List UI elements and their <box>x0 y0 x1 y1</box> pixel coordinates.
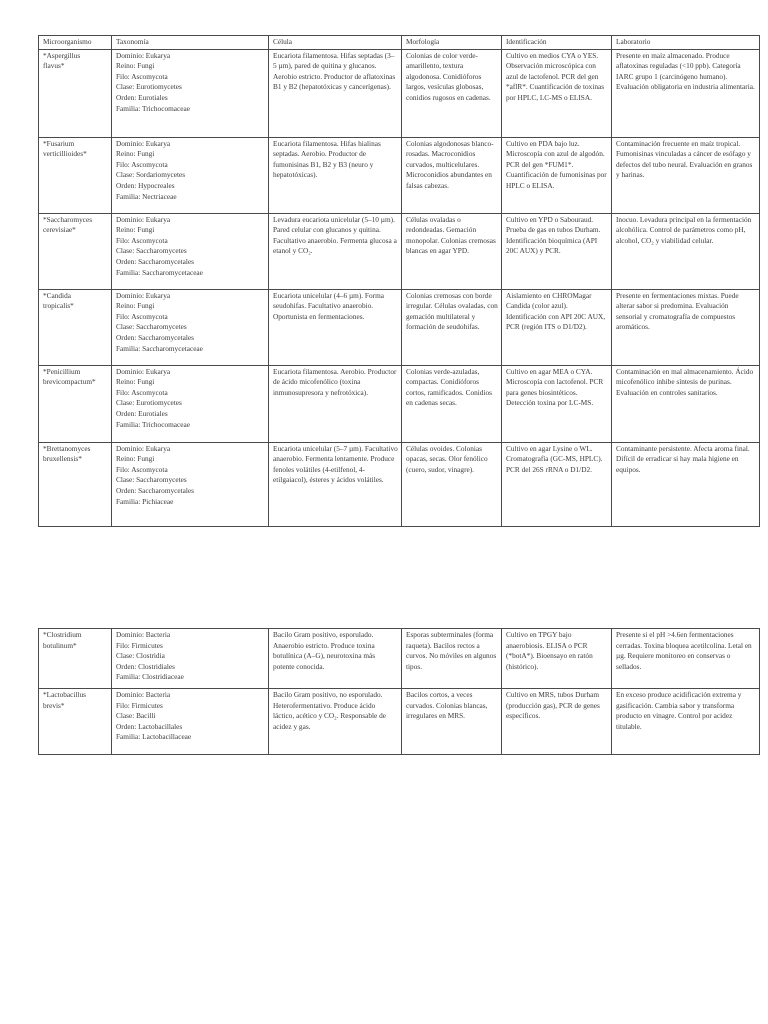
organism-cell <box>39 49 112 137</box>
laboratory-cell: Presente en fermentaciones mixtas. Puede alterar sabor si predomina. Evaluación sensorial y cromatografía de compuestos aromáticos. <box>612 289 760 365</box>
identification-cell: Cultivo en TPGY bajo anaerobiosis. ELISA o PCR (*botA*). Bioensayo en ratón (histórico). <box>502 629 612 689</box>
taxonomy-text: Dominio: Eukarya Reino: Fungi Filo: Ascomycota Clase: Eurotiomycetes Orden: Eurotiales Familia: Trichocomaceae <box>116 50 190 113</box>
organism-name: *Aspergillus flavus* <box>43 50 81 71</box>
organism-cell <box>39 289 112 365</box>
organism-cell <box>39 365 112 442</box>
table-row <box>39 213 760 289</box>
taxonomy-cell <box>112 689 269 755</box>
header-cell-identificacion: Identificación <box>502 36 612 50</box>
cell-description: Levadura eucariota unicelular (5–10 µm). Pared celular con glucanos y quitina. Facultativo anaerobio. Fermenta glucosa a etanol y CO₂. <box>269 213 402 289</box>
identification-cell: Cultivo en MRS, tubos Durham (producción gas), PCR de genes específicos. <box>502 689 612 755</box>
morphology-cell: Colonias de color verde-amarillento, textura algodonosa. Conidióforos largos, vesículas globosas, conidios rugosos en cadenas. <box>402 49 502 137</box>
header-row <box>39 36 760 50</box>
taxonomy-text: Dominio: Bacteria Filo: Firmicutes Clase: Clostridia Orden: Clostridiales Familia: Clostridiaceae <box>116 630 184 682</box>
header-cell-microorganismo: Microorganismo <box>39 36 112 50</box>
identification-cell: Aislamiento en CHROMagar Candida (color azul). Identificación con API 20C AUX, PCR (región ITS o D1/D2). <box>502 289 612 365</box>
organism-cell <box>39 442 112 526</box>
taxonomy-text: Dominio: Eukarya Reino: Fungi Filo: Ascomycota Clase: Sordariomycetes Orden: Hypocreales Familia: Nectriaceae <box>116 138 186 201</box>
taxonomy-text: Dominio: Bacteria Filo: Firmicutes Clase: Bacilli Orden: Lactobacillales Familia: Lactobacillaceae <box>116 690 192 742</box>
morphology-cell: Células ovaladas o redondeadas. Gemación monopolar. Colonias cremosas blancas en agar YPD. <box>402 213 502 289</box>
morphology-cell: Colonias cremosas con borde irregular. Células ovaladas, con gemación multilateral y formación de seudohifas. <box>402 289 502 365</box>
organism-name: *Candida tropicalis* <box>43 290 74 311</box>
organism-cell <box>39 213 112 289</box>
laboratory-cell: Contaminación frecuente en maíz tropical. Fumonisinas vinculadas a cáncer de esófago y defectos del tubo neural. Evaluación en granos y harinas. <box>612 137 760 213</box>
taxonomy-text: Dominio: Eukarya Reino: Fungi Filo: Ascomycota Clase: Saccharomycetes Orden: Saccharomycetales Familia: Pichiaceae <box>116 443 194 506</box>
table-row <box>39 137 760 213</box>
laboratory-cell: En exceso produce acidificación extrema y gasificación. Cambia sabor y transforma producto en vinagre. Control por acidez titulable. <box>612 689 760 755</box>
table-row <box>39 49 760 137</box>
table-row <box>39 365 760 442</box>
cell-description: Eucariota unicelular (5–7 µm). Facultativo anaerobio. Fermenta lentamente. Produce fenoles volátiles (4-etilfenol, 4-etilgaiacol), ésteres y ácidos volátiles. <box>269 442 402 526</box>
organism-name: *Lactobacillus brevis* <box>43 690 86 710</box>
taxonomy-cell <box>112 49 269 137</box>
taxonomy-cell <box>112 365 269 442</box>
cell-description: Eucariota filamentosa. Hifas hialinas septadas. Aerobio. Productor de fumonisinas B1, B2 y B3 (neuro y hepatotóxicas). <box>269 137 402 213</box>
laboratory-cell: Contaminante persistente. Afecta aroma final. Difícil de erradicar si hay mala higiene en equipos. <box>612 442 760 526</box>
table-row <box>39 289 760 365</box>
header-cell-laboratorio: Laboratorio <box>612 36 760 50</box>
taxonomy-cell <box>112 442 269 526</box>
organism-name: *Fusarium verticillioides* <box>43 138 87 159</box>
taxonomy-cell <box>112 289 269 365</box>
taxonomy-cell <box>112 213 269 289</box>
cell-description: Bacilo Gram positivo, no esporulado. Heterofermentativo. Produce ácido láctico, acético y CO₂. Responsable de acidez y gas. <box>269 689 402 755</box>
taxonomy-text: Dominio: Eukarya Reino: Fungi Filo: Ascomycota Clase: Saccharomycetes Orden: Saccharomycetales Familia: Saccharomycetaceae <box>116 290 203 353</box>
laboratory-cell: Inocuo. Levadura principal en la fermentación alcohólica. Control de parámetros como pH, alcohol, CO₂ y viabilidad celular. <box>612 213 760 289</box>
taxonomy-cell <box>112 629 269 689</box>
microorganism-table <box>38 35 760 527</box>
taxonomy-text: Dominio: Eukarya Reino: Fungi Filo: Ascomycota Clase: Saccharomycetes Orden: Saccharomycetales Familia: Saccharomycetaceae <box>116 214 203 277</box>
laboratory-cell: Contaminación en mal almacenamiento. Ácido micofenólico inhibe síntesis de purinas. Evaluación en controles sanitarios. <box>612 365 760 442</box>
cell-description: Eucariota unicelular (4–6 µm). Forma seudohifas. Facultativo anaerobio. Oportunista en fermentaciones. <box>269 289 402 365</box>
morphology-cell: Colonias verde-azuladas, compactas. Conidióforos cortos, ramificados. Conidios en cadenas secas. <box>402 365 502 442</box>
table-row <box>39 629 760 689</box>
organism-name: *Clostridium botulinum* <box>43 630 82 650</box>
morphology-cell: Bacilos cortos, a veces curvados. Colonias blancas, irregulares en MRS. <box>402 689 502 755</box>
organism-cell <box>39 629 112 689</box>
organism-cell <box>39 137 112 213</box>
header-cell-taxonomia: Taxonomía <box>112 36 269 50</box>
cell-description: Bacilo Gram positivo, esporulado. Anaerobio estricto. Produce toxina botulínica (A–G), neurotoxina más potente conocida. <box>269 629 402 689</box>
laboratory-cell: Presente en maíz almacenado. Produce aflatoxinas reguladas (<10 ppb). Categoría IARC grupo 1 (carcinógeno humano). Evaluación obligatoria en industria alimentaria. <box>612 49 760 137</box>
laboratory-cell: Presente si el pH >4.6en fermentaciones cerradas. Toxina bloquea acetilcolina. Letal en µg. Requiere monitoreo en conservas o sellados. <box>612 629 760 689</box>
taxonomy-cell <box>112 137 269 213</box>
identification-cell: Cultivo en agar Lysine o WL. Cromatografía (GC-MS, HPLC). PCR del 26S rRNA o D1/D2. <box>502 442 612 526</box>
morphology-cell: Colonias algodonosas blanco-rosadas. Macroconidios curvados, multicelulares. Microconidios abundantes en falsas cabezas. <box>402 137 502 213</box>
table-row <box>39 442 760 526</box>
identification-cell: Cultivo en YPD o Sabouraud. Prueba de gas en tubos Durham. Identificación bioquímica (API 20C AUX) y PCR. <box>502 213 612 289</box>
taxonomy-text: Dominio: Eukarya Reino: Fungi Filo: Ascomycota Clase: Eurotiomycetes Orden: Eurotiales Familia: Trichocomaceae <box>116 366 190 429</box>
morphology-cell: Esporas subterminales (forma raqueta). Bacilos rectos a curvos. No móviles en algunos tipos. <box>402 629 502 689</box>
organism-cell <box>39 689 112 755</box>
header-cell-celula: Célula <box>269 36 402 50</box>
cell-description: Eucariota filamentosa. Hifas septadas (3–5 µm), pared de quitina y glucanos. Aerobio estricto. Productor de aflatoxinas B1 y B2 (hepatotóxicas y cancerígenas). <box>269 49 402 137</box>
organism-name: *Saccharomyces cerevisiae* <box>43 214 93 235</box>
identification-cell: Cultivo en PDA bajo luz. Microscopía con azul de algodón. PCR del gen *FUM1*. Cuantificación de fumonisinas por HPLC o ELISA. <box>502 137 612 213</box>
organism-name: *Brettanomyces bruxellensis* <box>43 443 91 464</box>
cell-description: Eucariota filamentosa. Aerobio. Productor de ácido micofenólico (toxina inmunosupresora y nefrotóxica). <box>269 365 402 442</box>
identification-cell: Cultivo en medios CYA o YES. Observación microscópica con azul de lactofenol. PCR del gen *aflR*. Cuantificación de toxinas por HPLC, LC-MS o ELISA. <box>502 49 612 137</box>
table-row <box>39 689 760 755</box>
identification-cell: Cultivo en agar MEA o CYA. Microscopía con lactofenol. PCR para genes biosintéticos. Detección toxina por LC-MS. <box>502 365 612 442</box>
morphology-cell: Células ovoides. Colonias opacas, secas. Olor fenólico (cuero, sudor, vinagre). <box>402 442 502 526</box>
header-cell-morfologia: Morfología <box>402 36 502 50</box>
organism-name: *Penicillium brevicompactum* <box>43 366 96 387</box>
microorganism-table-continued <box>38 628 760 755</box>
